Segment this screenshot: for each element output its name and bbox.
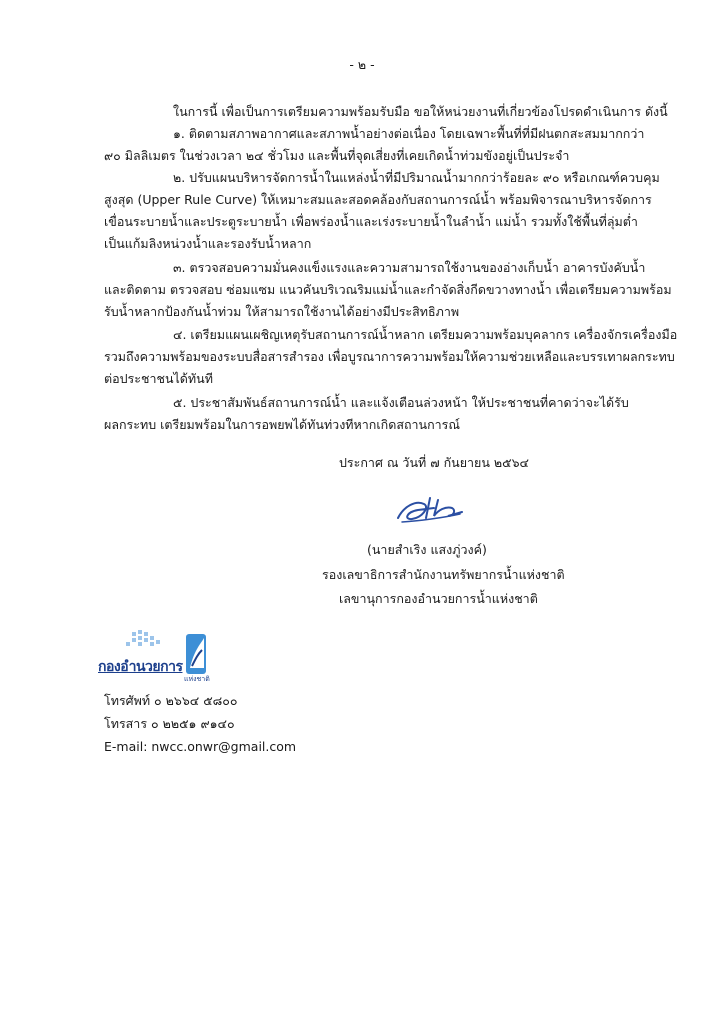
- contact-email: E-mail: nwcc.onwr@gmail.com: [104, 739, 297, 754]
- item-2-line-2: สูงสุด (Upper Rule Curve) ให้เหมาะสมและสอดคล้องกับสถานการณ์น้ำ พร้อมพิจารณาบริหารจัดการ: [104, 192, 652, 207]
- item-4-line-2: รวมถึงความพร้อมของระบบสื่อสารสำรอง เพื่อบูรณาการความพร้อมให้ความช่วยเหลือและบรรเทาผลกระทบ: [104, 349, 675, 364]
- announcement-date: ประกาศ ณ วันที่ ๗ กันยายน ๒๕๖๔: [339, 455, 529, 470]
- signatory-position-2: เลขานุการกองอำนวยการน้ำแห่งชาติ: [339, 591, 538, 606]
- logo-subtext: แห่งชาติ: [184, 675, 210, 683]
- logo-text: กองอำนวยการ: [98, 659, 183, 675]
- item-5-line-1: ๕. ประชาสัมพันธ์สถานการณ์น้ำ และแจ้งเตือนล่วงหน้า ให้ประชาชนที่คาดว่าจะได้รับ: [173, 395, 629, 410]
- item-2-line-4: เป็นแก้มลิงหน่วงน้ำและรองรับน้ำหลาก: [104, 236, 312, 251]
- item-1-line-1: ๑. ติดตามสภาพอากาศและสภาพน้ำอย่างต่อเนื่อง โดยเฉพาะพื้นที่ที่มีฝนตกสะสมมากกว่า: [173, 126, 645, 141]
- signatory-name: (นายสำเริง แสงภู่วงค์): [367, 542, 487, 557]
- item-3-line-2: และติดตาม ตรวจสอบ ซ่อมแซม แนวคันบริเวณริมแม่น้ำและกำจัดสิ่งกีดขวางทางน้ำ เพื่อเตรียมความพร้อม: [104, 282, 672, 297]
- contact-phone: โทรศัพท์ ๐ ๒๖๖๔ ๕๘๐๐: [104, 693, 238, 708]
- page-number: - ๒ -: [349, 57, 375, 72]
- intro-paragraph: ในการนี้ เพื่อเป็นการเตรียมความพร้อมรับมือ ขอให้หน่วยงานที่เกี่ยวข้องโปรดดำเนินการ ดังนี้: [173, 104, 668, 119]
- nwcc-logo: [98, 628, 216, 686]
- item-5-line-2: ผลกระทบ เตรียมพร้อมในการอพยพได้ทันท่วงทีหากเกิดสถานการณ์: [104, 417, 460, 432]
- item-3-line-1: ๓. ตรวจสอบความมั่นคงแข็งแรงและความสามารถใช้งานของอ่างเก็บน้ำ อาคารบังคับน้ำ: [173, 260, 646, 275]
- signatory-position-1: รองเลขาธิการสำนักงานทรัพยากรน้ำแห่งชาติ: [322, 567, 565, 582]
- item-2-line-3: เขื่อนระบายน้ำและประตูระบายน้ำ เพื่อพร่องน้ำและเร่งระบายน้ำในลำน้ำ แม่น้ำ รวมทั้งใช้พื้นที่ลุ่มต่ำ: [104, 214, 638, 229]
- signature-image: [394, 492, 466, 526]
- contact-fax: โทรสาร ๐ ๒๒๕๑ ๙๑๔๐: [104, 716, 235, 731]
- item-2-line-1: ๒. ปรับแผนบริหารจัดการน้ำในแหล่งน้ำที่มีปริมาณน้ำมากกว่าร้อยละ ๙๐ หรือเกณฑ์ควบคุม: [173, 170, 660, 185]
- item-4-line-3: ต่อประชาชนได้ทันที: [104, 371, 213, 386]
- item-3-line-3: รับน้ำหลากป้องกันน้ำท่วม ให้สามารถใช้งานได้อย่างมีประสิทธิภาพ: [104, 304, 460, 319]
- item-4-line-1: ๔. เตรียมแผนเผชิญเหตุรับสถานการณ์น้ำหลาก เตรียมความพร้อมบุคลากร เครื่องจักรเครื่องมือ: [173, 327, 678, 342]
- item-1-line-2: ๙๐ มิลลิเมตร ในช่วงเวลา ๒๔ ชั่วโมง และพื้นที่จุดเสี่ยงที่เคยเกิดน้ำท่วมขังอยู่เป็นประจำ: [104, 148, 570, 163]
